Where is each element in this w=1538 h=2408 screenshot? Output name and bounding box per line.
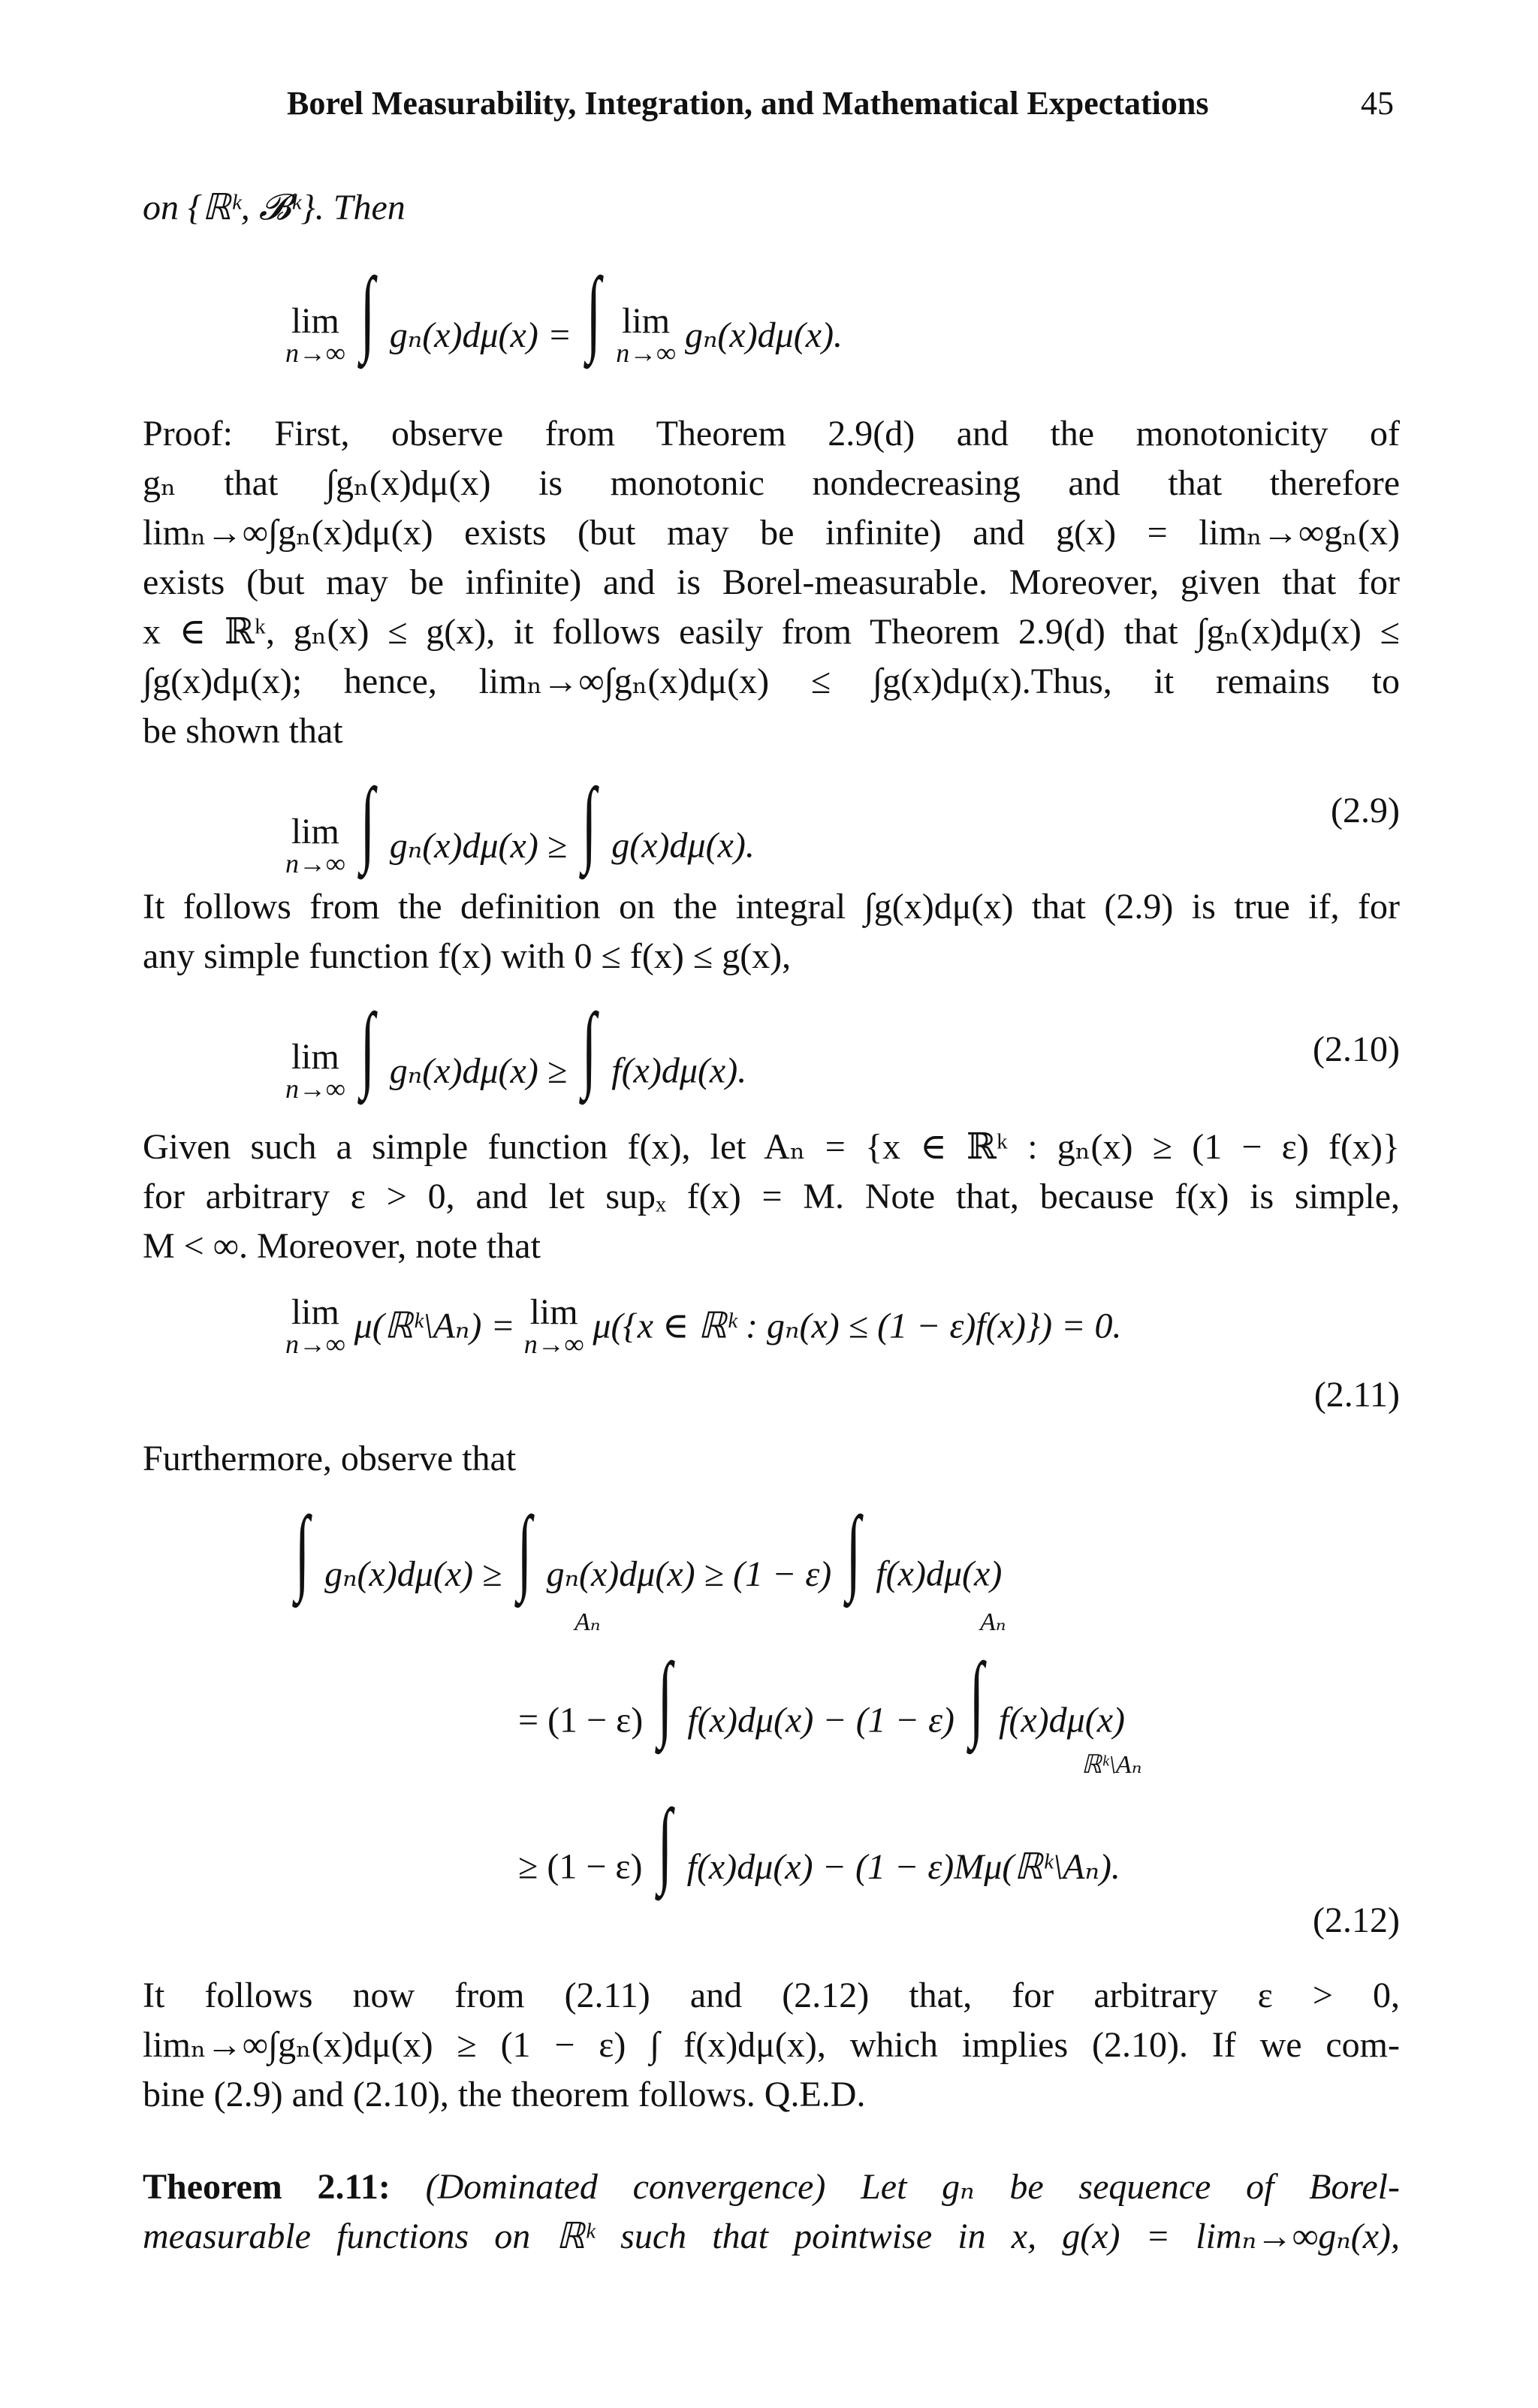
equation-2-11: lim n→∞ μ(ℝᵏ\Aₙ) = lim n→∞ μ({x ∈ ℝᵏ : gₙ(x) ≤ (1 − ε)f(x)}) = 0. xyxy=(285,1292,1122,1359)
paragraph-furthermore: Furthermore, observe that xyxy=(143,1439,517,1478)
text-line: exists (but may be infinite) and is Borel-measurable. Moreover, given that for xyxy=(143,562,1400,602)
integral-sign: ∫ xyxy=(360,768,375,875)
equation-number-2-12: (2.12) xyxy=(1313,1900,1400,1940)
page-number: 45 xyxy=(1361,85,1394,122)
lim-operator: lim n→∞ xyxy=(285,301,345,369)
text-line: Proof: First, observe from Theorem 2.9(d) and the monotonicity of xyxy=(143,414,1400,454)
text-line: x ∈ ℝᵏ, gₙ(x) ≤ g(x), it follows easily from Theorem 2.9(d) that ∫gₙ(x)dμ(x) ≤ xyxy=(143,612,1400,652)
running-title: Borel Measurability, Integration, and Mathematical Expectations xyxy=(287,85,1209,122)
integral-sign: ∫ xyxy=(360,258,375,364)
theorem-2-11 xyxy=(143,2162,1400,2262)
text-line: measurable functions on ℝᵏ such that pointwise in x, g(x) = limₙ→∞gₙ(x), xyxy=(143,2217,1400,2256)
equation-2-9: lim n→∞ ∫ gₙ(x)dμ(x) ≥ ∫ g(x)dμ(x). xyxy=(285,768,755,879)
equation-number-2-10: (2.10) xyxy=(1313,1029,1400,1069)
paragraph-conclusion xyxy=(143,1971,1400,2120)
integral-sign: ∫ xyxy=(582,993,597,1100)
lim-operator: lim n→∞ xyxy=(285,812,345,879)
equation-2-12-line-2: = (1 − ε) ∫ f(x)dμ(x) − (1 − ε) ∫ f(x)dμ(x) xyxy=(518,1643,1126,1749)
text-line: gₙ that ∫gₙ(x)dμ(x) is monotonic nondecreasing and that therefore xyxy=(143,463,1400,503)
subscript-rk-minus-a-n: ℝᵏ\Aₙ xyxy=(1081,1751,1142,1779)
theorem-label: Theorem 2.11: xyxy=(143,2167,391,2207)
lim-operator: lim n→∞ xyxy=(616,301,676,369)
subscript-a-n: Aₙ xyxy=(574,1608,601,1636)
equation-2-12-line-1: ∫ gₙ(x)dμ(x) ≥ ∫ gₙ(x)dμ(x) ≥ (1 − ε) ∫ f(x)dμ(x) xyxy=(294,1496,1003,1603)
integral-sign: ∫ xyxy=(658,1643,673,1749)
text-line: for arbitrary ε > 0, and let supₓ f(x) = M. Note that, because f(x) is simple, xyxy=(143,1177,1400,1216)
equation-number-2-11: (2.11) xyxy=(1313,1375,1400,1415)
intro-text: on {ℝᵏ, 𝓑ᵏ}. Then xyxy=(143,188,406,228)
integral-sign: ∫ xyxy=(846,1496,861,1603)
lim-operator: lim n→∞ xyxy=(523,1292,584,1359)
proof-paragraph xyxy=(143,409,1400,756)
theorem-text: (Dominated convergence) Let gₙ be sequence of Borel- xyxy=(425,2167,1400,2207)
integral-sign: ∫ xyxy=(582,768,597,875)
text-line: limₙ→∞∫gₙ(x)dμ(x) ≥ (1 − ε) ∫ f(x)dμ(x), which implies (2.10). If we com- xyxy=(143,2025,1400,2065)
text-line: ∫g(x)dμ(x); hence, limₙ→∞∫gₙ(x)dμ(x) ≤ ∫g(x)dμ(x).Thus, it remains to xyxy=(143,662,1400,701)
integral-sign: ∫ xyxy=(587,258,602,364)
text-line: It follows now from (2.11) and (2.12) that, for arbitrary ε > 0, xyxy=(143,1976,1400,2015)
integral-sign: ∫ xyxy=(657,1789,672,1896)
lim-operator: lim n→∞ xyxy=(285,1037,345,1105)
text-line: bine (2.9) and (2.10), the theorem follows. Q.E.D. xyxy=(143,2075,866,2114)
equation-number-2-9: (2.9) xyxy=(1331,791,1400,830)
equation-limit-exchange: lim n→∞ ∫ gₙ(x)dμ(x) = ∫ lim n→∞ gₙ(x)dμ(x). xyxy=(285,258,843,369)
lim-operator: lim n→∞ xyxy=(285,1292,345,1359)
text-line: limₙ→∞∫gₙ(x)dμ(x) exists (but may be infinite) and g(x) = limₙ→∞gₙ(x) xyxy=(143,513,1400,553)
paragraph-simple-function xyxy=(143,1123,1400,1271)
text-line xyxy=(143,2162,1400,2212)
subscript-a-n: Aₙ xyxy=(980,1608,1006,1636)
paragraph-definition xyxy=(143,882,1400,981)
integral-sign: ∫ xyxy=(517,1496,532,1603)
text-line: be shown that xyxy=(143,711,343,751)
text-line: any simple function f(x) with 0 ≤ f(x) ≤ g(x), xyxy=(143,936,792,976)
equation-2-10: lim n→∞ ∫ gₙ(x)dμ(x) ≥ ∫ f(x)dμ(x). xyxy=(285,993,747,1105)
integral-sign: ∫ xyxy=(360,993,375,1100)
integral-sign: ∫ xyxy=(294,1496,310,1603)
text-line: It follows from the definition on the integral ∫g(x)dμ(x) that (2.9) is true if, for xyxy=(143,887,1400,927)
equation-2-12-line-3: ≥ (1 − ε) ∫ f(x)dμ(x) − (1 − ε)Mμ(ℝᵏ\Aₙ). xyxy=(518,1789,1120,1896)
text-line: M < ∞. Moreover, note that xyxy=(143,1226,541,1266)
text-line: Given such a simple function f(x), let Aₙ = {x ∈ ℝᵏ : gₙ(x) ≥ (1 − ε) f(x)} xyxy=(143,1127,1400,1167)
integral-sign: ∫ xyxy=(969,1643,985,1749)
